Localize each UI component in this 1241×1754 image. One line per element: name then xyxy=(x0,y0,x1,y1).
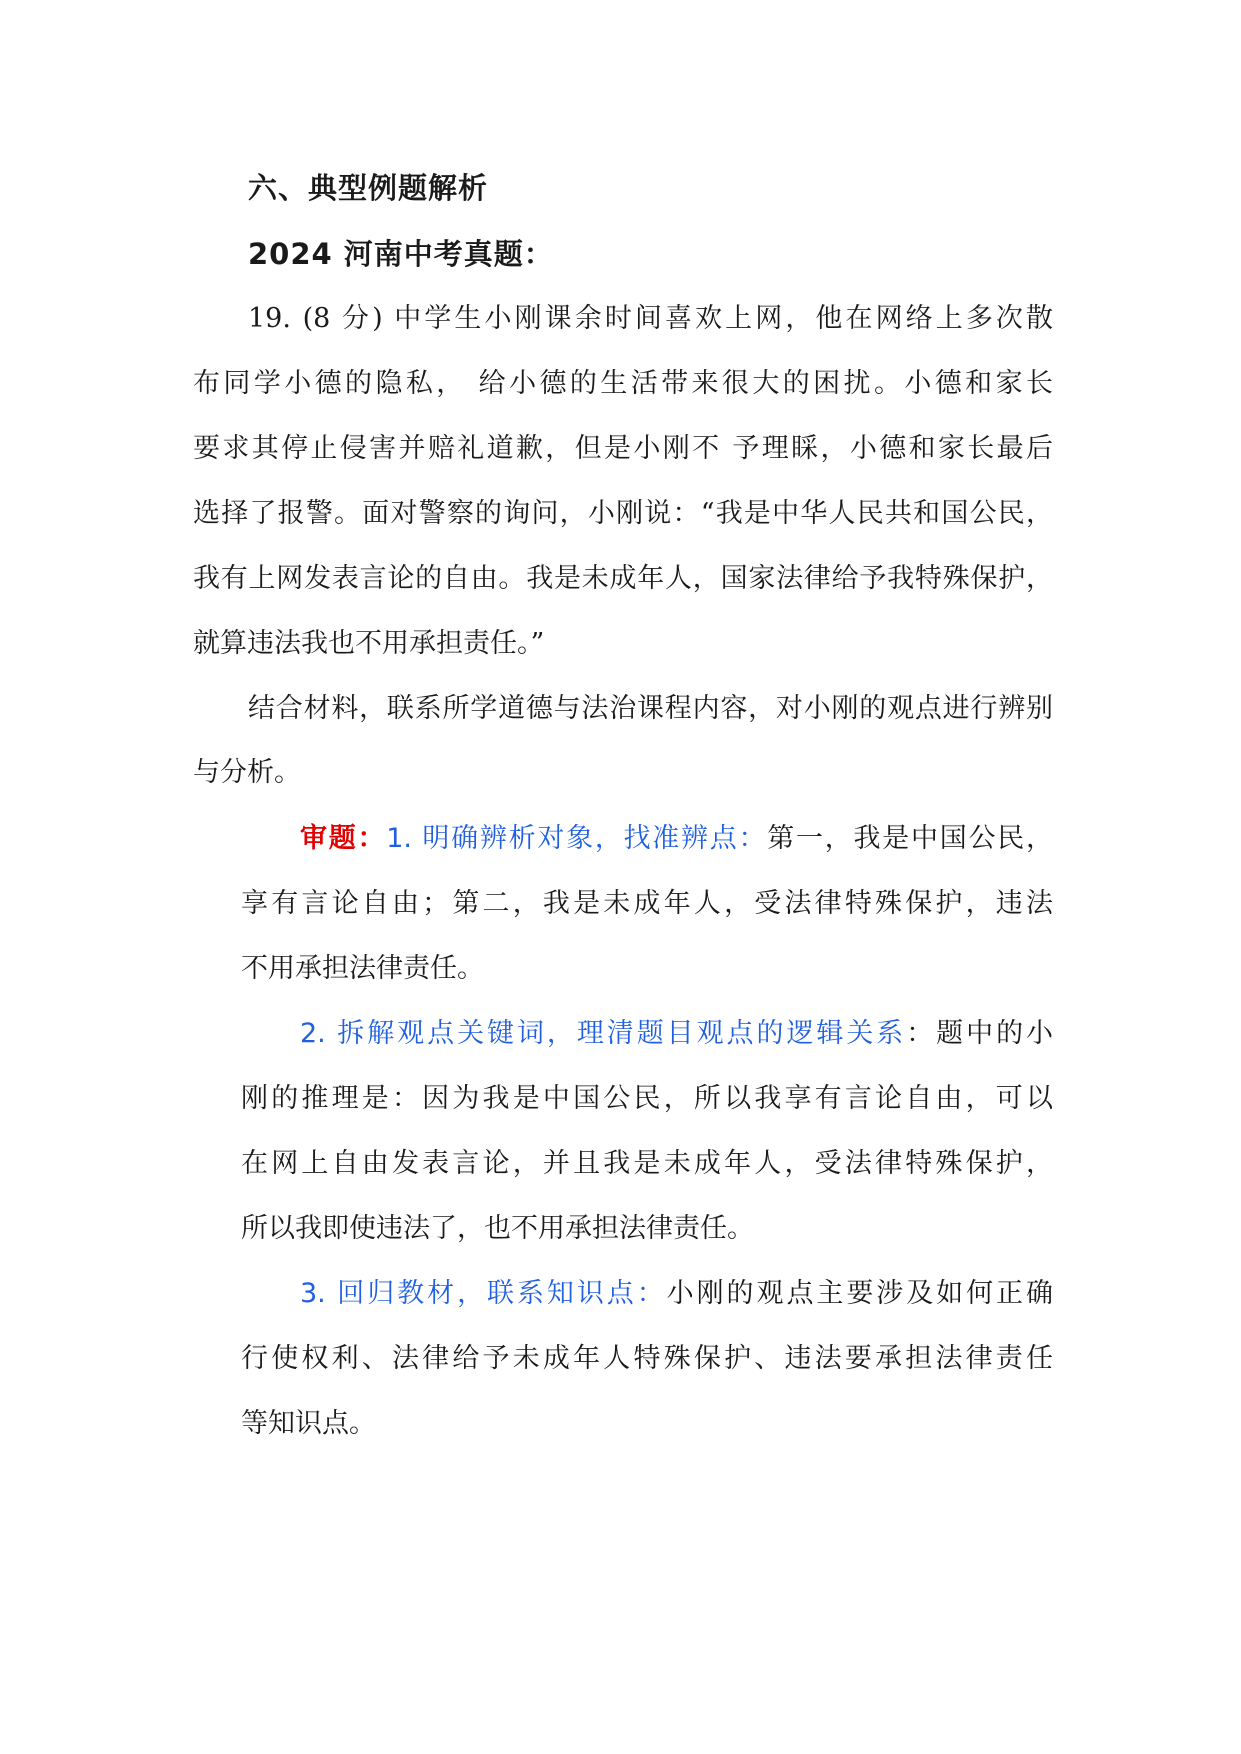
step-1-text: 第一，我是中国公民， xyxy=(767,823,1054,854)
analysis-label: 审题： xyxy=(300,823,387,854)
task-line: 结合材料，联系所学道德与法治课程内容，对小刚的观点进行辨别 xyxy=(248,693,1053,724)
analysis-step-1-first-line xyxy=(300,816,1053,855)
task-line: 与分析。 xyxy=(193,757,301,788)
question-line: 19. (8 分) 中学生小刚课余时间喜欢上网，他在网络上多次散 xyxy=(248,303,1053,334)
question-line: 布同学小德的隐私， 给小德的生活带来很大的困扰。小德和家长 xyxy=(193,368,1053,399)
step-2-text: ：题中的小 xyxy=(906,1018,1054,1049)
question-line: 要求其停止侵害并赔礼道歉，但是小刚不 予理睬，小德和家长最后 xyxy=(193,433,1053,464)
question-line: 选择了报警。面对警察的询问，小刚说：“我是中华人民共和国公民， xyxy=(193,498,1053,529)
analysis-step-3-first-line xyxy=(300,1271,1053,1310)
step-3-text: 小刚的观点主要涉及如何正确 xyxy=(666,1278,1053,1309)
analysis-line: 享有言论自由；第二，我是未成年人，受法律特殊保护，违法 xyxy=(241,888,1053,919)
question-line: 我有上网发表言论的自由。我是未成年人，国家法律给予我特殊保护， xyxy=(193,563,1053,594)
step-2-title: 2. 拆解观点关键词，理清题目观点的逻辑关系 xyxy=(300,1018,907,1049)
analysis-line: 在网上自由发表言论，并且我是未成年人，受法律特殊保护， xyxy=(241,1148,1053,1179)
step-3-title: 3. 回归教材，联系知识点： xyxy=(300,1278,667,1309)
analysis-line: 等知识点。 xyxy=(241,1408,376,1439)
analysis-line: 不用承担法律责任。 xyxy=(241,953,484,984)
analysis-line: 所以我即使违法了，也不用承担法律责任。 xyxy=(241,1213,754,1244)
analysis-step-2-first-line xyxy=(300,1011,1053,1050)
question-line: 就算违法我也不用承担责任。” xyxy=(193,628,545,659)
exam-title: 2024 河南中考真题： xyxy=(248,237,554,271)
analysis-line: 行使权利、法律给予未成年人特殊保护、违法要承担法律责任 xyxy=(241,1343,1053,1374)
step-1-title: 1. 明确辨析对象，找准辨点： xyxy=(386,823,768,854)
analysis-line: 刚的推理是：因为我是中国公民，所以我享有言论自由，可以 xyxy=(241,1083,1053,1114)
section-title: 六、典型例题解析 xyxy=(248,171,489,205)
